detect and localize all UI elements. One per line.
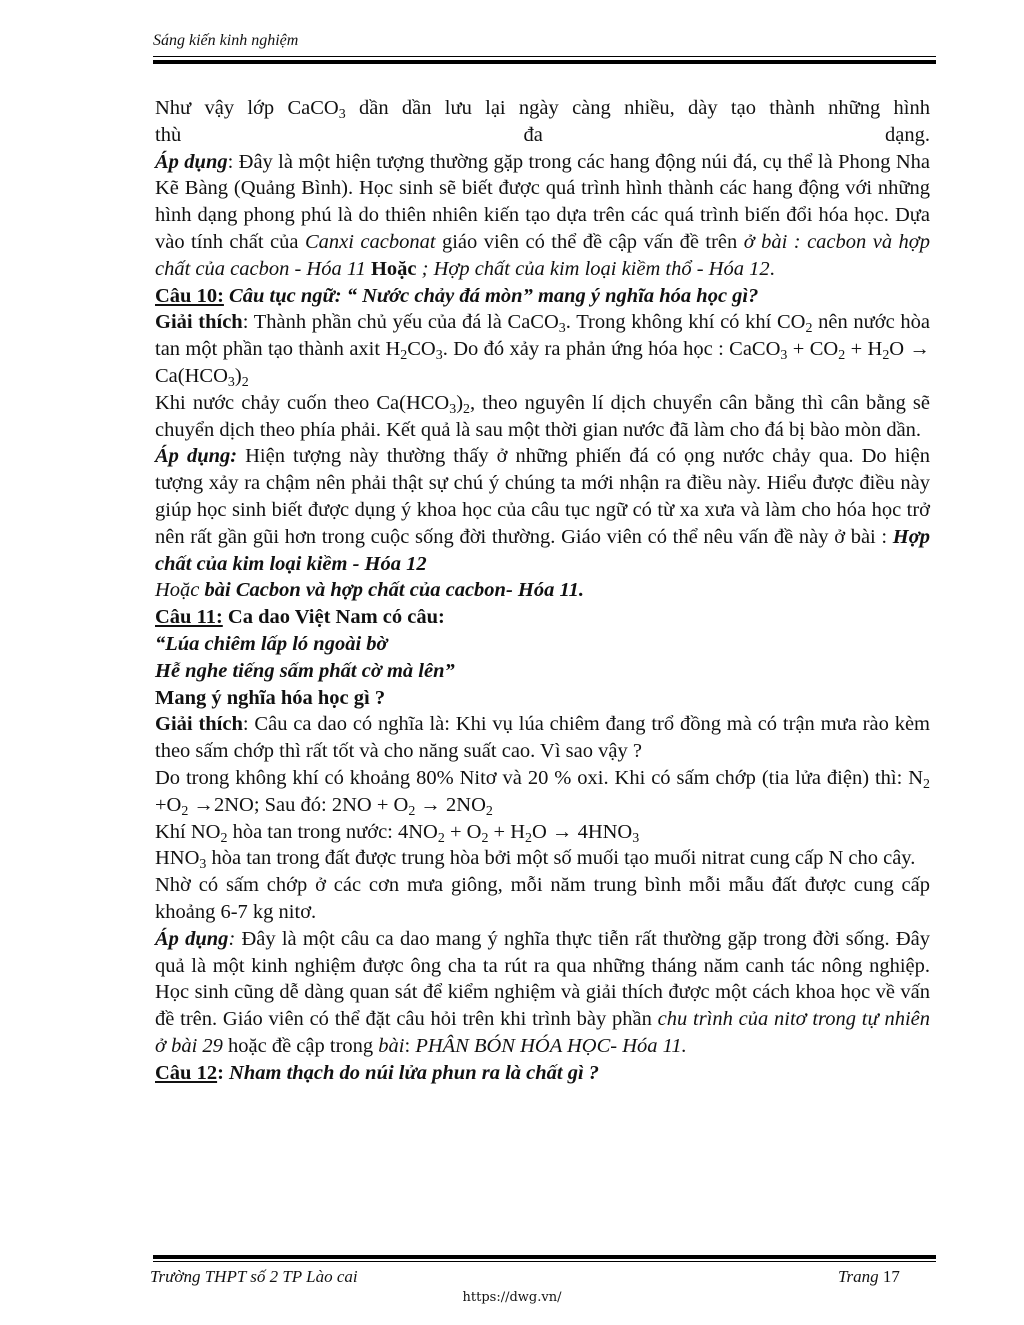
- paragraph-ap-dung-1: Áp dụng: Đây là một hiện tượng thường gặp trong các hang động núi đá, cụ thể là Phong Nha Kẽ Bàng (Quảng Bình). Học sinh sẽ biết được quá trình hình thành các hang động với những hình dạng phong phú là do thiên nhiên kiến tạo dựa trên các quá trình biến đổi hóa học. Dựa vào tính chất của Canxi cacbonat giáo viên có thể đề cập vấn đề trên ở bài : cacbon và hợp chất của cacbon - Hóa 11 Hoặc ; Hợp chất của kim loại kiềm thổ - Hóa 12.: [155, 150, 930, 280]
- paragraph-equilibrium-10: Khi nước chảy cuốn theo $Ca(HCO_3)_2$, theo nguyên lí dịch chuyển cân bằng thì cân bằng sẽ chuyển dịch theo phía phải. Kết quả là sau một thời gian nước đã làm cho đá bị bào mòn dần.: [155, 391, 930, 441]
- page-header-title: Sáng kiến kinh nghiệm: [153, 32, 299, 49]
- question-11: Câu 11: Ca dao Việt Nam có câu:: [155, 606, 445, 629]
- paragraph-no2-reaction: Khí $NO_2$ hòa tan trong nước: $4NO_2 + O_2 + H_2O \to 4HNO_3$: [155, 820, 640, 846]
- paragraph-ap-dung-10: Áp dụng: Hiện tượng này thường thấy ở những phiến đá có ọng nước chảy qua. Do hiện tượng xảy ra chậm nên phải thật sự chú ý chúng ta mới nhận ra điều này. Hiểu được điều này giúp học sinh biết được dụng ý khoa học của câu tục ngữ có từ xa xưa và làm cho hóa học trở nên rất gần gũi hơn trong cuộc sống đời thường. Giáo viên có thể nêu vấn đề này ở bài : Hợp chất của kim loại kiềm - Hóa 12 Hoặc bài Cacbon và hợp chất của cacbon- Hóa 11.: [155, 445, 930, 602]
- poem-line-2: Hễ nghe tiếng sấm phất cờ mà lên”: [155, 659, 455, 682]
- header-rule-thin: [153, 56, 936, 57]
- paragraph-nitrogen-reaction: Do trong không khí có khoảng 80% Nitơ và 20 % oxi. Khi có sấm chớp (tia lửa điện) thì: $N_2 +O_2 \to 2NO$; Sau đó: $2NO + O_2 \to 2NO_2$: [155, 766, 930, 819]
- paragraph-ap-dung-11: Áp dụng: Đây là một câu ca dao mang ý nghĩa thực tiễn rất thường gặp trong đời sống. Đây quả là một kinh nghiệm được ông cha ta rút ra qua những tháng năm canh tác nông nghiệp. Học sinh cũng dễ dàng quan sát để kiểm nghiệm và giải thích được một cách khoa học về vấn đề trên. Giáo viên có thể đặt câu hỏi trên khi trình bày phần chu trình của nitơ trong tự nhiên ở bài 29 hoặc đề cập trong bài: PHÂN BÓN HÓA HỌC- Hóa 11.: [155, 927, 930, 1057]
- paragraph-hno3: $HNO_3$ hòa tan trong đất được trung hòa bởi một số muối tạo muối nitrat cung cấp N cho cây.: [155, 847, 916, 873]
- paragraph-caco3-intro-end: thù đa dạng.: [155, 123, 931, 146]
- footer-page-number: Trang 17: [838, 1267, 900, 1286]
- poem-line-1: “Lúa chiêm lấp ló ngoài bờ: [155, 632, 388, 655]
- question-10: Câu 10: Câu tục ngữ: “ Nước chảy đá mòn” mang ý nghĩa hóa học gì?: [155, 284, 759, 307]
- paragraph-giai-thich-10: Giải thích: Thành phần chủ yếu của đá là CaCO$_3$. Trong không khí có khí $CO_2$ nên nước hòa tan một phần tạo thành axit $H_2CO_3$. Do đó xảy ra phản ứng hóa học : CaCO$_3$ + $CO_2 + H_2O \to Ca(HCO_3)_2$: [155, 311, 930, 390]
- footer-url[interactable]: https://dwg.vn/: [462, 1290, 562, 1305]
- header-rule-thick: [153, 60, 936, 64]
- paragraph-giai-thich-11: Giải thích: Câu ca dao có nghĩa là: Khi vụ lúa chiêm đang trổ đồng mà có trận mưa rào kèm theo sấm chớp thì rất tốt và cho năng suất cao. Vì sao vậy ?: [155, 713, 930, 763]
- footer-school-name: Trường THPT số 2 TP Lào cai: [150, 1267, 358, 1286]
- question-11-meaning: Mang ý nghĩa hóa học gì ?: [155, 686, 386, 709]
- page-content: [155, 95, 930, 1086]
- footer-rule-thin: [153, 1261, 936, 1262]
- paragraph-nitrogen-supply: Nhờ có sấm chớp ở các cơn mưa giông, mỗi năm trung bình mỗi mẫu đất được cung cấp khoảng 6-7 kg nitơ.: [155, 874, 930, 923]
- paragraph-caco3-intro: Như vậy lớp CaCO$_3$ dần dần lưu lại ngày càng nhiều, dày tạo thành những hình: [155, 97, 930, 122]
- question-12: Câu 12: Nham thạch do núi lửa phun ra là chất gì ?: [155, 1061, 600, 1084]
- footer-rule-thick: [153, 1255, 936, 1259]
